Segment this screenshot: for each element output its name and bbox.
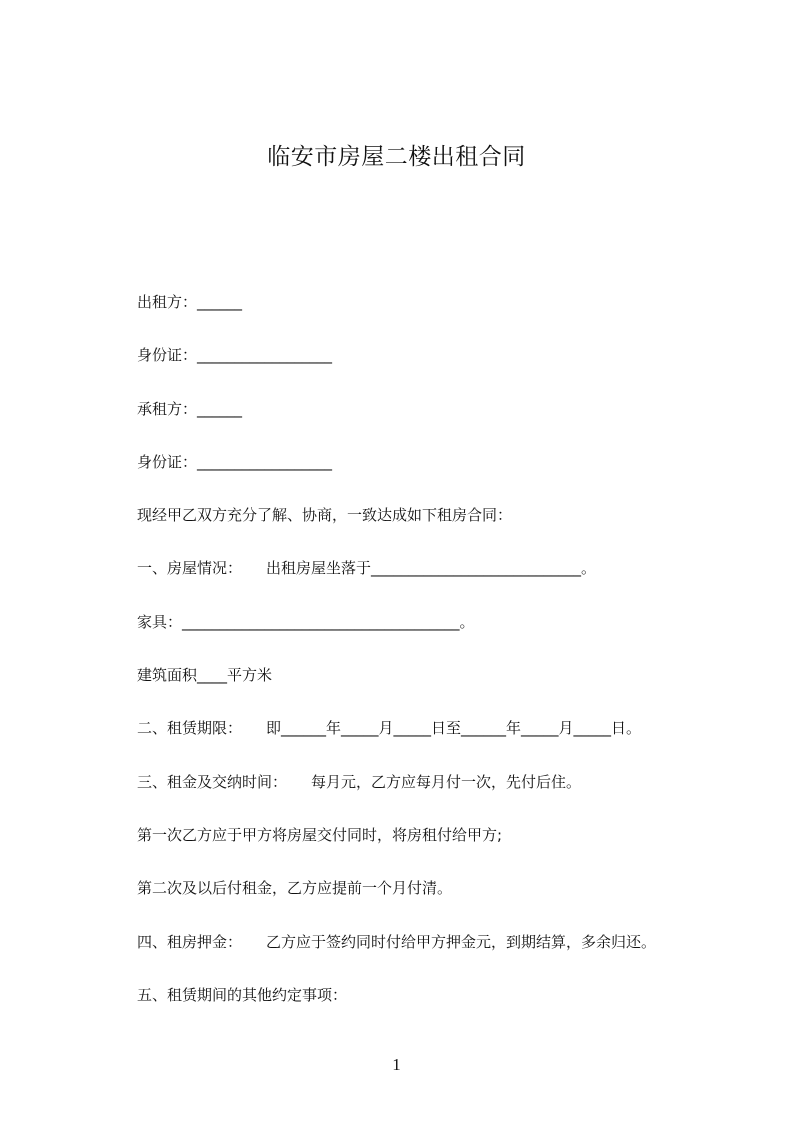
clause-1-text: 出租房屋坐落于____________________________。: [266, 559, 597, 578]
document-title: 临安市房屋二楼出租合同: [267, 144, 526, 170]
clause-5-other-terms: [137, 983, 757, 1036]
lessor-id-label: 身份证：__________________: [137, 346, 333, 365]
floor-area-line: [137, 663, 757, 716]
preamble-text: 现经甲乙双方充分了解、协商，一致达成如下租房合同：: [137, 506, 513, 525]
subsequent-payment-line: [137, 876, 757, 929]
clause-2-lease-term: [137, 716, 757, 769]
lessee-label: 承租方：______: [137, 399, 243, 418]
furniture-line: [137, 610, 757, 663]
clause-4-deposit: [137, 930, 757, 983]
clause-4-heading: 四、租房押金：: [137, 932, 243, 951]
contract-body: [137, 290, 757, 1036]
clause-5-heading: 五、租赁期间的其他约定事项：: [137, 985, 348, 1004]
preamble-paragraph: [137, 503, 757, 556]
clause-3-text: 每月元，乙方应每月付一次，先付后住。: [311, 772, 582, 791]
lessee-line: [137, 397, 757, 450]
lessor-id-line: [137, 343, 757, 396]
clause-3-rent-payment: [137, 770, 757, 823]
subsequent-payment-text: 第二次及以后付租金，乙方应提前一个月付清。: [137, 879, 453, 898]
furniture-text: 家具：_____________________________________。: [137, 612, 475, 631]
clause-2-text: 即______年_____月_____日至______年_____月_____日。: [266, 719, 642, 738]
clause-1-heading: 一、房屋情况：: [137, 559, 243, 578]
page-number: 1: [392, 1055, 401, 1074]
lessee-id-label: 身份证：__________________: [137, 452, 333, 471]
clause-1-house-info: [137, 556, 757, 609]
lessor-line: [137, 290, 757, 343]
first-payment-text: 第一次乙方应于甲方将房屋交付同时，将房租付给甲方;: [137, 825, 503, 844]
first-payment-line: [137, 823, 757, 876]
clause-4-text: 乙方应于签约同时付给甲方押金元，到期结算，多余归还。: [266, 932, 657, 951]
clause-3-heading: 三、租金及交纳时间：: [137, 772, 288, 791]
floor-area-text: 建筑面积____平方米: [137, 666, 273, 685]
clause-2-heading: 二、租赁期限：: [137, 719, 243, 738]
lessee-id-line: [137, 450, 757, 503]
lessor-label: 出租方：______: [137, 293, 243, 311]
